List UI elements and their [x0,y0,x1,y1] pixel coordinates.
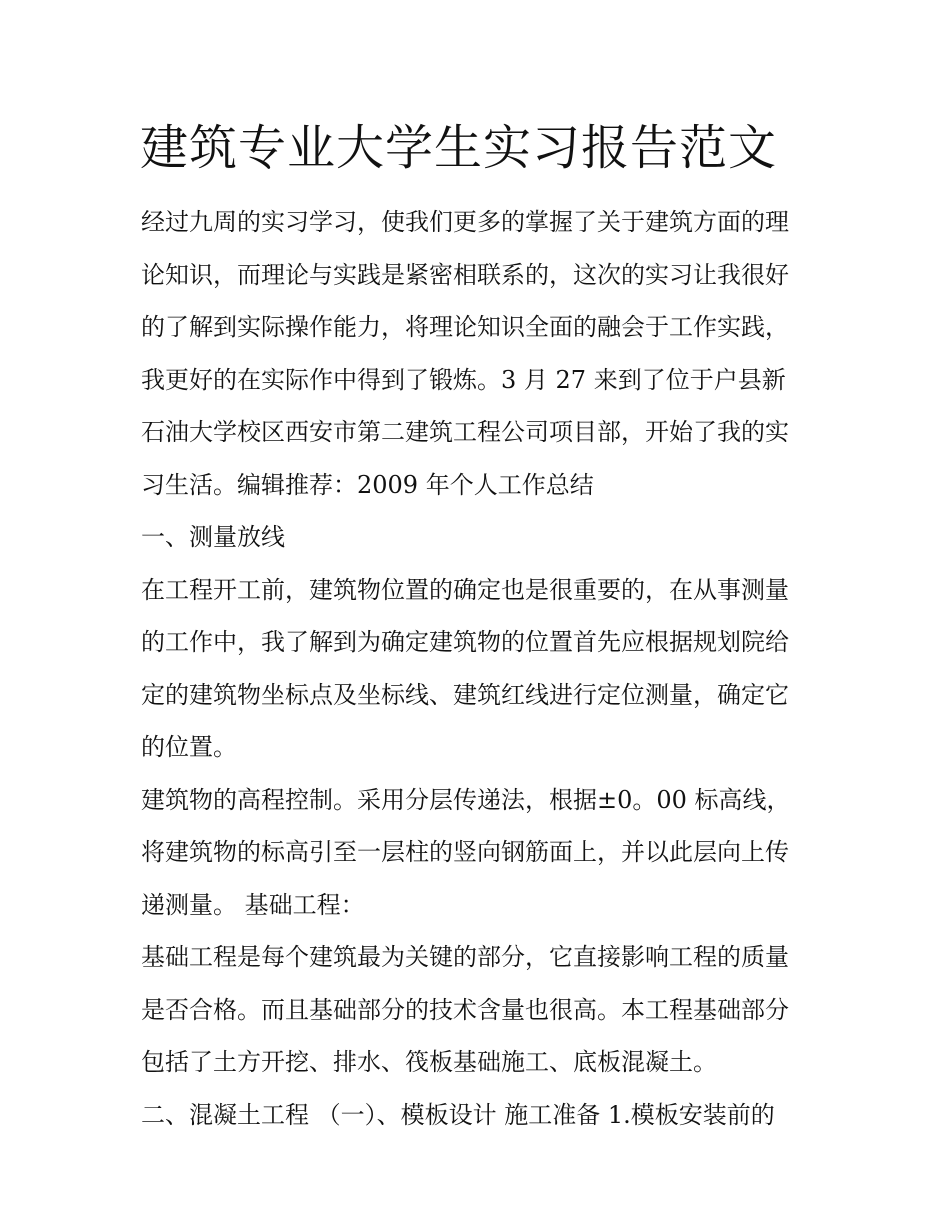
text-line: 建筑物的高程控制。采用分层传递法，根据±0。00 标高线， [141,785,791,814]
text-line: 是否合格。而且基础部分的技术含量也很高。本工程基础部分 [141,995,789,1024]
section-heading: 二、混凝土工程 （一）、模板设计 施工准备 1.模板安装前的 [141,1100,775,1129]
text-line: 包括了土方开挖、排水、筏板基础施工、底板混凝土。 [141,1048,717,1076]
section-heading: 一、测量放线 [141,523,285,551]
text-line: 经过九周的实习学习，使我们更多的掌握了关于建筑方面的理 [141,208,789,236]
text-line: 将建筑物的标高引至一层柱的竖向钢筋面上，并以此层向上传 [141,838,789,866]
document-title: 建筑专业大学生实习报告范文 [140,120,778,176]
text-line: 我更好的在实际作中得到了锻炼。3 月 27 来到了位于户县新 [141,365,786,394]
text-line: 习生活。编辑推荐：2009 年个人工作总结 [141,470,594,499]
text-line: 的了解到实际操作能力，将理论知识全面的融会于工作实践， [141,313,789,341]
text-line: 递测量。 基础工程： [141,890,365,919]
text-line: 石油大学校区西安市第二建筑工程公司项目部，开始了我的实 [141,418,789,446]
text-line: 在工程开工前，建筑物位置的确定也是很重要的，在从事测量 [141,575,789,604]
text-line: 定的建筑物坐标点及坐标线、建筑红线进行定位测量，确定它 [141,680,789,709]
text-line: 的位置。 [141,733,237,761]
text-line: 的工作中，我了解到为确定建筑物的位置首先应根据规划院给 [141,628,789,656]
document-body [141,196,821,1141]
text-line: 论知识，而理论与实践是紧密相联系的，这次的实习让我很好 [141,260,789,289]
text-line: 基础工程是每个建筑最为关键的部分，它直接影响工程的质量 [141,943,789,971]
